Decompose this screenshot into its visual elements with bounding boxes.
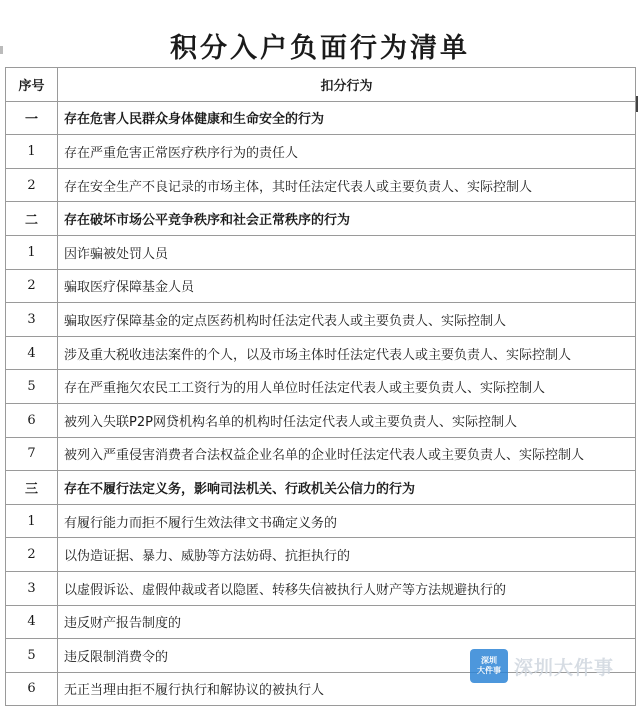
behavior-cell: 因诈骗被处罚人员: [58, 235, 636, 269]
serial-number-cell: 5: [6, 639, 58, 673]
table-row: [6, 370, 636, 404]
section-title-cell: 存在不履行法定义务，影响司法机关、行政机关公信力的行为: [58, 471, 636, 505]
table-row: [6, 269, 636, 303]
behavior-cell: 违反限制消费令的: [58, 639, 636, 673]
header-deduction-behavior: 扣分行为: [58, 68, 636, 102]
table-row: [6, 135, 636, 169]
table-row: [6, 437, 636, 471]
serial-number-cell: 7: [6, 437, 58, 471]
table-row: [6, 504, 636, 538]
behavior-cell: 被列入严重侵害消费者合法权益企业名单的企业时任法定代表人或主要负责人、实际控制人: [58, 437, 636, 471]
behavior-cell: 存在严重危害正常医疗秩序行为的责任人: [58, 135, 636, 169]
section-row: [6, 101, 636, 135]
behavior-cell: 无正当理由拒不履行执行和解协议的被执行人: [58, 672, 636, 706]
serial-number-cell: 6: [6, 403, 58, 437]
serial-number-cell: 二: [6, 202, 58, 236]
table-row: [6, 303, 636, 337]
serial-number-cell: 一: [6, 101, 58, 135]
section-title-cell: 存在破坏市场公平竞争秩序和社会正常秩序的行为: [58, 202, 636, 236]
behavior-cell: 以伪造证据、暴力、威胁等方法妨碍、抗拒执行的: [58, 538, 636, 572]
serial-number-cell: 2: [6, 269, 58, 303]
table-row: [6, 168, 636, 202]
serial-number-cell: 1: [6, 235, 58, 269]
negative-behavior-table: [5, 67, 636, 706]
table-header-row: [6, 68, 636, 102]
header-serial-number: 序号: [6, 68, 58, 102]
table-row: [6, 571, 636, 605]
behavior-cell: 骗取医疗保障基金人员: [58, 269, 636, 303]
serial-number-cell: 2: [6, 538, 58, 572]
serial-number-cell: 6: [6, 672, 58, 706]
section-title-cell: 存在危害人民群众身体健康和生命安全的行为: [58, 101, 636, 135]
behavior-cell: 存在安全生产不良记录的市场主体，其时任法定代表人或主要负责人、实际控制人: [58, 168, 636, 202]
table-row: [6, 336, 636, 370]
watermark-logo-line1: 深圳: [481, 656, 497, 665]
behavior-cell: 存在严重拖欠农民工工资行为的用人单位时任法定代表人或主要负责人、实际控制人: [58, 370, 636, 404]
behavior-cell: 有履行能力而拒不履行生效法律文书确定义务的: [58, 504, 636, 538]
serial-number-cell: 3: [6, 303, 58, 337]
behavior-cell: 涉及重大税收违法案件的个人，以及市场主体时任法定代表人或主要负责人、实际控制人: [58, 336, 636, 370]
serial-number-cell: 三: [6, 471, 58, 505]
table-row: [6, 538, 636, 572]
behavior-cell: 被列入失联P2P网贷机构名单的机构时任法定代表人或主要负责人、实际控制人: [58, 403, 636, 437]
watermark: [470, 648, 636, 684]
serial-number-cell: 1: [6, 135, 58, 169]
section-row: [6, 202, 636, 236]
behavior-cell: 骗取医疗保障基金的定点医药机构时任法定代表人或主要负责人、实际控制人: [58, 303, 636, 337]
serial-number-cell: 5: [6, 370, 58, 404]
serial-number-cell: 4: [6, 336, 58, 370]
page-title: 积分入户负面行为清单: [170, 33, 470, 65]
scroll-indicator: [636, 96, 638, 112]
serial-number-cell: 1: [6, 504, 58, 538]
behavior-cell: 以虚假诉讼、虚假仲裁或者以隐匿、转移失信被执行人财产等方法规避执行的: [58, 571, 636, 605]
table-row: [6, 403, 636, 437]
section-row: [6, 471, 636, 505]
serial-number-cell: 3: [6, 571, 58, 605]
watermark-logo-line2: 大件事: [477, 666, 501, 675]
behavior-cell: 违反财产报告制度的: [58, 605, 636, 639]
table-row: [6, 605, 636, 639]
serial-number-cell: 2: [6, 168, 58, 202]
table-row: [6, 235, 636, 269]
watermark-logo: [470, 649, 508, 683]
serial-number-cell: 4: [6, 605, 58, 639]
watermark-text: 深圳大件事: [514, 656, 615, 679]
